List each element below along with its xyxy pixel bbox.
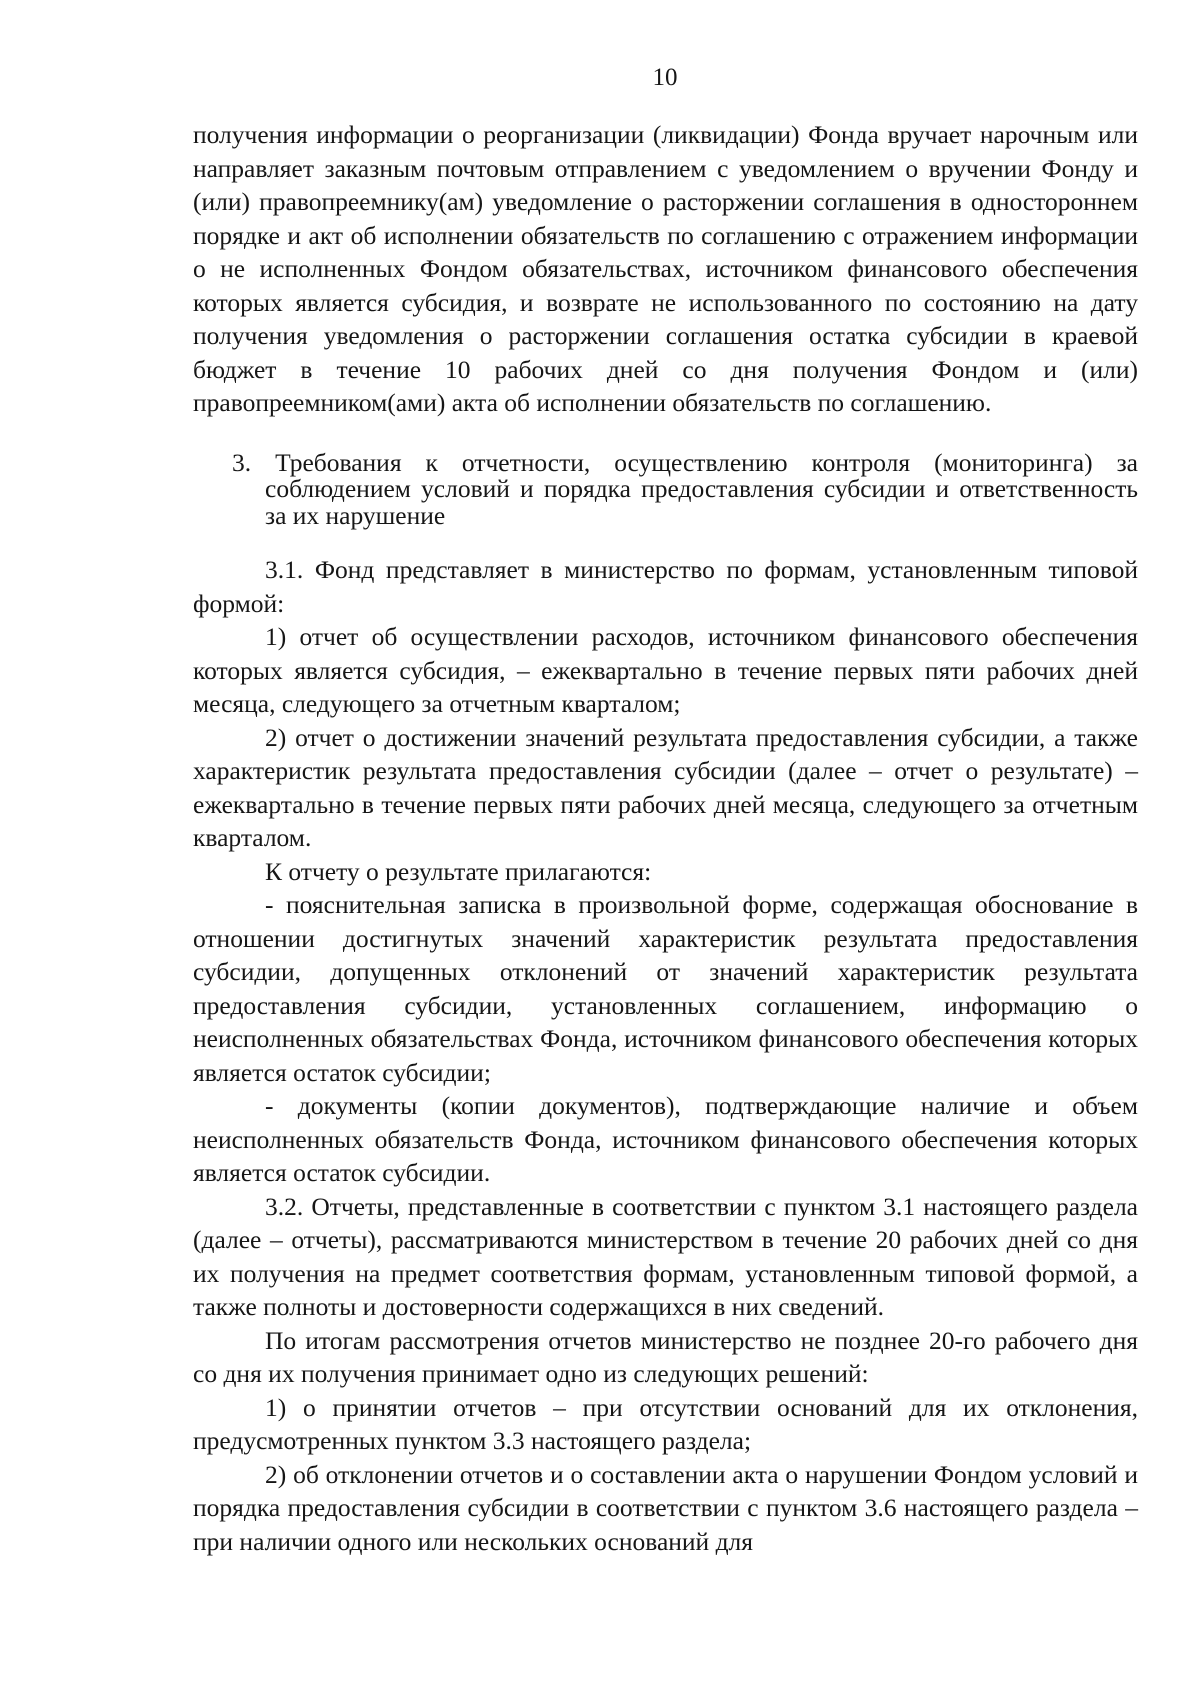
document-body: [193, 118, 1138, 1558]
paragraph-3-1: 3.1. Фонд представляет в министерство по формам, установленным типовой формой:: [193, 555, 1138, 618]
paragraph-dash-documents: - документы (копии документов), подтверждающие наличие и объем неисполненных обязательств Фонда, источником финансового обеспечения которых является остаток субсидии.: [193, 1091, 1138, 1187]
paragraph-item-1: 1) отчет об осуществлении расходов, источником финансового обеспечения которых является субсидия, – ежеквартально в течение первых пяти рабочих дней месяца, следующего за отчетным кварталом;: [193, 622, 1138, 718]
section-heading: 3. Требования к отчетности, осуществлению контроля (мониторинга) за соблюдением условий и порядка предоставления субсидии и ответственность за их нарушение: [232, 447, 1138, 530]
paragraph-3-2: 3.2. Отчеты, представленные в соответствии с пунктом 3.1 настоящего раздела (далее – отчеты), рассматриваются министерством в течение 20 рабочих дней со дня их получения на предмет соответствия формам, установленным типовой формой, а также полноты и достоверности содержащихся в них сведений.: [193, 1191, 1138, 1321]
paragraph-attachments-intro: К отчету о результате прилагаются:: [265, 856, 652, 886]
paragraph-decisions-intro: По итогам рассмотрения отчетов министерство не позднее 20-го рабочего дня со дня их получения принимает одно из следующих решений:: [193, 1325, 1138, 1388]
paragraph-decision-1: 1) о принятии отчетов – при отсутствии оснований для их отклонения, предусмотренных пунктом 3.3 настоящего раздела;: [193, 1392, 1138, 1455]
paragraph-decision-2: 2) об отклонении отчетов и о составлении акта о нарушении Фондом условий и порядка предоставления субсидии в соответствии с пунктом 3.6 настоящего раздела – при наличии одного или нескольких оснований для: [193, 1459, 1138, 1556]
page-number: 10: [652, 64, 678, 91]
paragraph-dash-note: - пояснительная записка в произвольной форме, содержащая обоснование в отношении достигнутых значений характеристик результата предоставления субсидии, допущенных отклонений от значений характеристик результата предоставления субсидии, установленных соглашением, информацию о неисполненных обязательствах Фонда, источником финансового обеспечения которых является остаток субсидии;: [193, 890, 1138, 1087]
paragraph-item-2: 2) отчет о достижении значений результата предоставления субсидии, а также характеристик результата предоставления субсидии (далее – отчет о результате) – ежеквартально в течение первых пяти рабочих дней месяца, следующего за отчетным кварталом.: [193, 722, 1138, 852]
paragraph-continuation: получения информации о реорганизации (ликвидации) Фонда вручает нарочным или направляет заказным почтовым отправлением с уведомлением о вручении Фонду и (или) правопреемнику(ам) уведомление о расторжении соглашения в одностороннем порядке и акт об исполнении обязательств по соглашению с отражением информации о не исполненных Фондом обязательствах, источником финансового обеспечения которых является субсидия, и возврате не использованного по состоянию на дату получения уведомления о расторжении соглашения остатка субсидии в краевой бюджет в течение 10 рабочих дней со дня получения Фондом и (или) правопреемником(ами) акта об исполнении обязательств по соглашению.: [193, 120, 1138, 417]
